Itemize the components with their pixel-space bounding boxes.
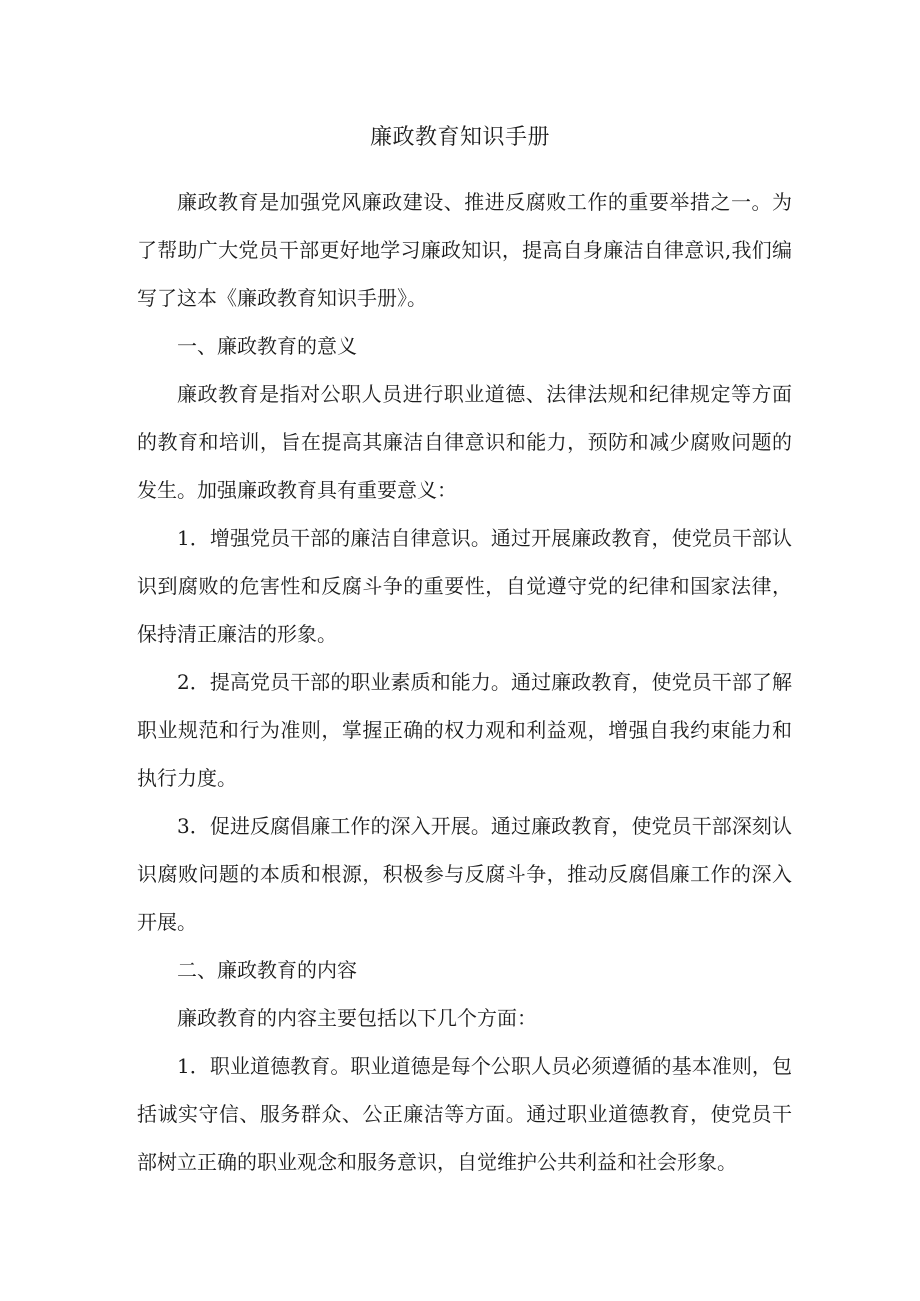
list-item-significance-1: 1．增强党员干部的廉洁自律意识。通过开展廉政教育，使党员干部认识到腐败的危害性和反腐斗争的重要性，自觉遵守党的纪律和国家法律，保持清正廉洁的形象。 <box>137 526 792 646</box>
list-item-significance-3: 3．促进反腐倡廉工作的深入开展。通过廉政教育，使党员干部深刻认识腐败问题的本质和根源，积极参与反腐斗争，推动反腐倡廉工作的深入开展。 <box>137 814 792 934</box>
intro-paragraph: 廉政教育是加强党风廉政建设、推进反腐败工作的重要举措之一。为了帮助广大党员干部更好地学习廉政知识，提高自身廉洁自律意识,我们编写了这本《廉政教育知识手册》。 <box>137 190 792 310</box>
list-item-content-1: 1．职业道德教育。职业道德是每个公职人员必须遵循的基本准则，包括诚实守信、服务群众、公正廉洁等方面。通过职业道德教育，使党员干部树立正确的职业观念和服务意识，自觉维护公共利益和社会形象。 <box>137 1054 792 1174</box>
document-body <box>137 178 792 1186</box>
list-item-significance-2: 2．提高党员干部的职业素质和能力。通过廉政教育，使党员干部了解职业规范和行为准则，掌握正确的权力观和利益观，增强自我约束能力和执行力度。 <box>137 670 792 790</box>
section-heading-significance: 一、廉政教育的意义 <box>177 334 357 358</box>
document-title: 廉政教育知识手册 <box>369 125 550 150</box>
significance-paragraph: 廉政教育是指对公职人员进行职业道德、法律法规和纪律规定等方面的教育和培训，旨在提高其廉洁自律意识和能力，预防和减少腐败问题的发生。加强廉政教育具有重要意义： <box>137 382 792 502</box>
section-heading-content: 二、廉政教育的内容 <box>177 958 357 982</box>
content-intro-paragraph: 廉政教育的内容主要包括以下几个方面： <box>177 1006 537 1030</box>
